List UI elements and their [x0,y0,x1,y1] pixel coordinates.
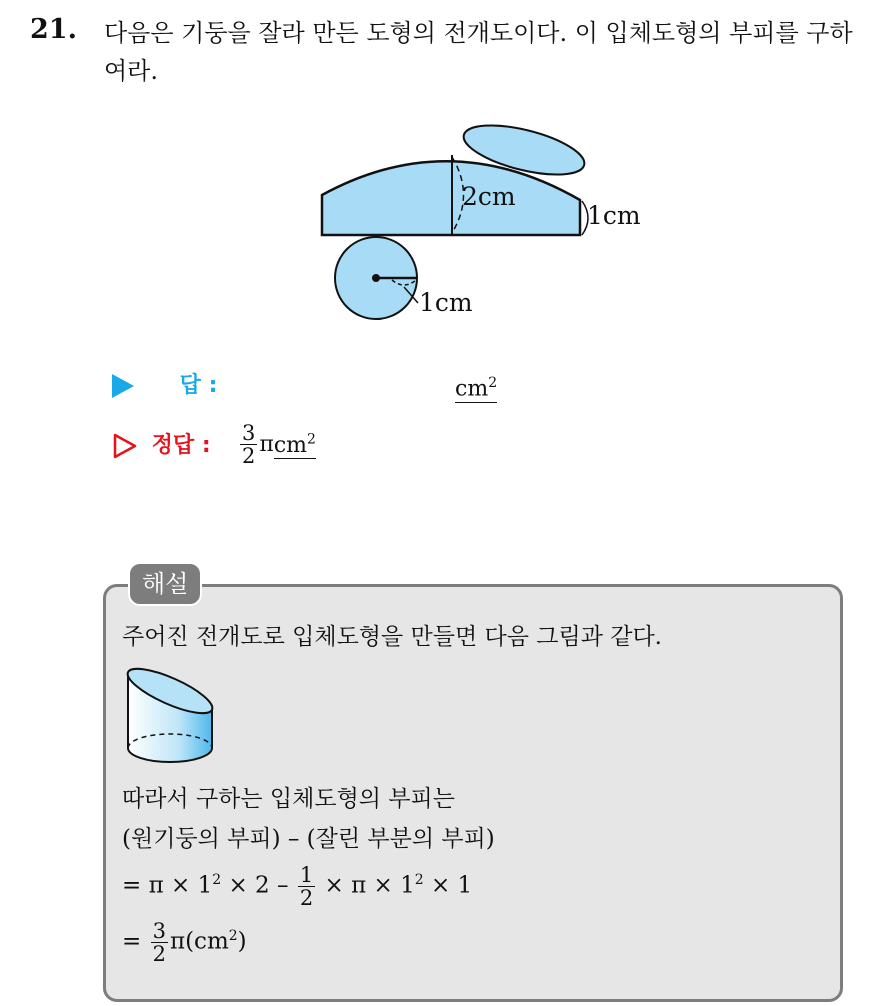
correct-answer-row [112,428,211,459]
question-text: 다음은 기둥을 잘라 만든 도형의 전개도이다. 이 입체도형의 부피를 구하여라. [104,19,853,85]
center-point [372,274,380,282]
play-icon [112,374,134,398]
solution-intro: 주어진 전개도로 입체도형을 만들면 다음 그림과 같다. [122,624,662,650]
correct-label: 정답 : [151,433,211,458]
answer-row [112,368,217,399]
answer-unit: $cm^2$ [455,370,497,403]
solution-tag: 해설 [128,562,202,606]
solution-line-4: = $\frac{3}{2}$ $\pi(cm^2)$ [122,919,247,967]
solution-line-2: (원기둥의 부피) – (잘린 부분의 부피) [122,826,495,852]
solution-line-1: 따라서 구하는 입체도형의 부피는 [122,786,455,812]
answer-label: 답 : [179,373,218,398]
outline-play-icon [112,433,138,459]
correct-value: $\frac{3}{2}$ πcm$^2$ [242,421,316,468]
radius-label: 1cm [419,288,473,317]
height-label: 2cm [462,182,516,211]
cut-label: 1cm [587,201,641,230]
question-number: 21. [30,14,77,45]
net-diagram [300,115,660,325]
cut-cylinder-illustration [122,664,214,770]
solution-line-3: = $\pi \times 1^2 \times 2$ – $\frac{1}{2}$ × $\pi \times 1^2 \times 1$ [122,863,473,911]
